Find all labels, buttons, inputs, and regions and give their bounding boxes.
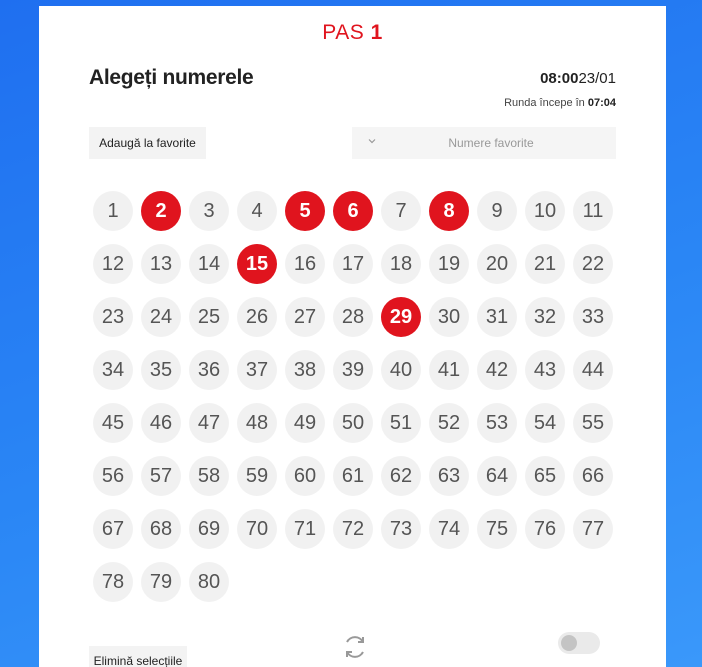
number-ball-44[interactable]: 44 — [573, 350, 613, 390]
number-ball-80[interactable]: 80 — [189, 562, 229, 602]
number-ball-46[interactable]: 46 — [141, 403, 181, 443]
number-ball-72[interactable]: 72 — [333, 509, 373, 549]
number-ball-38[interactable]: 38 — [285, 350, 325, 390]
number-ball-53[interactable]: 53 — [477, 403, 517, 443]
number-ball-30[interactable]: 30 — [429, 297, 469, 337]
number-ball-8[interactable]: 8 — [429, 191, 469, 231]
number-picker-panel — [39, 6, 666, 667]
remove-selections-button[interactable]: Elimină selecțiile — [89, 646, 187, 667]
number-ball-60[interactable]: 60 — [285, 456, 325, 496]
number-ball-2[interactable]: 2 — [141, 191, 181, 231]
number-ball-63[interactable]: 63 — [429, 456, 469, 496]
number-ball-34[interactable]: 34 — [93, 350, 133, 390]
toggle-knob — [561, 635, 577, 651]
number-ball-62[interactable]: 62 — [381, 456, 421, 496]
number-ball-74[interactable]: 74 — [429, 509, 469, 549]
number-ball-70[interactable]: 70 — [237, 509, 277, 549]
number-ball-33[interactable]: 33 — [573, 297, 613, 337]
number-ball-69[interactable]: 69 — [189, 509, 229, 549]
add-to-favorites-button[interactable]: Adaugă la favorite — [89, 127, 206, 159]
number-ball-6[interactable]: 6 — [333, 191, 373, 231]
number-ball-41[interactable]: 41 — [429, 350, 469, 390]
round-countdown: Runda începe în 07:04 — [504, 97, 616, 109]
number-ball-7[interactable]: 7 — [381, 191, 421, 231]
number-ball-39[interactable]: 39 — [333, 350, 373, 390]
number-ball-77[interactable]: 77 — [573, 509, 613, 549]
quick-pick-toggle[interactable] — [558, 632, 600, 654]
number-ball-36[interactable]: 36 — [189, 350, 229, 390]
number-ball-79[interactable]: 79 — [141, 562, 181, 602]
refresh-icon[interactable] — [341, 633, 369, 661]
number-ball-51[interactable]: 51 — [381, 403, 421, 443]
number-ball-22[interactable]: 22 — [573, 244, 613, 284]
number-ball-54[interactable]: 54 — [525, 403, 565, 443]
number-ball-29[interactable]: 29 — [381, 297, 421, 337]
number-ball-17[interactable]: 17 — [333, 244, 373, 284]
number-ball-20[interactable]: 20 — [477, 244, 517, 284]
number-ball-68[interactable]: 68 — [141, 509, 181, 549]
number-ball-43[interactable]: 43 — [525, 350, 565, 390]
number-ball-5[interactable]: 5 — [285, 191, 325, 231]
number-ball-11[interactable]: 11 — [573, 191, 613, 231]
page-title: Alegeți numerele — [89, 66, 254, 89]
number-ball-13[interactable]: 13 — [141, 244, 181, 284]
number-ball-14[interactable]: 14 — [189, 244, 229, 284]
step-indicator: PAS 1 — [322, 21, 383, 44]
number-ball-59[interactable]: 59 — [237, 456, 277, 496]
number-ball-10[interactable]: 10 — [525, 191, 565, 231]
number-ball-67[interactable]: 67 — [93, 509, 133, 549]
number-ball-49[interactable]: 49 — [285, 403, 325, 443]
number-ball-26[interactable]: 26 — [237, 297, 277, 337]
number-ball-78[interactable]: 78 — [93, 562, 133, 602]
draw-time: 08:0023/01 — [540, 70, 616, 87]
number-ball-23[interactable]: 23 — [93, 297, 133, 337]
number-ball-3[interactable]: 3 — [189, 191, 229, 231]
favorite-numbers-select[interactable]: Numere favorite — [352, 127, 616, 159]
number-ball-37[interactable]: 37 — [237, 350, 277, 390]
number-ball-24[interactable]: 24 — [141, 297, 181, 337]
number-ball-75[interactable]: 75 — [477, 509, 517, 549]
number-ball-35[interactable]: 35 — [141, 350, 181, 390]
number-ball-76[interactable]: 76 — [525, 509, 565, 549]
number-ball-66[interactable]: 66 — [573, 456, 613, 496]
number-ball-21[interactable]: 21 — [525, 244, 565, 284]
number-ball-27[interactable]: 27 — [285, 297, 325, 337]
number-ball-15[interactable]: 15 — [237, 244, 277, 284]
number-ball-47[interactable]: 47 — [189, 403, 229, 443]
number-ball-55[interactable]: 55 — [573, 403, 613, 443]
number-ball-64[interactable]: 64 — [477, 456, 517, 496]
number-ball-65[interactable]: 65 — [525, 456, 565, 496]
number-ball-32[interactable]: 32 — [525, 297, 565, 337]
number-ball-71[interactable]: 71 — [285, 509, 325, 549]
number-ball-48[interactable]: 48 — [237, 403, 277, 443]
number-ball-28[interactable]: 28 — [333, 297, 373, 337]
number-ball-9[interactable]: 9 — [477, 191, 517, 231]
number-ball-57[interactable]: 57 — [141, 456, 181, 496]
number-ball-40[interactable]: 40 — [381, 350, 421, 390]
number-ball-16[interactable]: 16 — [285, 244, 325, 284]
number-ball-58[interactable]: 58 — [189, 456, 229, 496]
number-ball-4[interactable]: 4 — [237, 191, 277, 231]
number-ball-31[interactable]: 31 — [477, 297, 517, 337]
number-ball-25[interactable]: 25 — [189, 297, 229, 337]
number-ball-18[interactable]: 18 — [381, 244, 421, 284]
number-ball-52[interactable]: 52 — [429, 403, 469, 443]
number-ball-42[interactable]: 42 — [477, 350, 517, 390]
number-ball-1[interactable]: 1 — [93, 191, 133, 231]
number-ball-19[interactable]: 19 — [429, 244, 469, 284]
step-number: 1 — [370, 21, 383, 44]
number-ball-56[interactable]: 56 — [93, 456, 133, 496]
number-ball-12[interactable]: 12 — [93, 244, 133, 284]
number-ball-45[interactable]: 45 — [93, 403, 133, 443]
number-ball-73[interactable]: 73 — [381, 509, 421, 549]
number-ball-61[interactable]: 61 — [333, 456, 373, 496]
number-ball-50[interactable]: 50 — [333, 403, 373, 443]
